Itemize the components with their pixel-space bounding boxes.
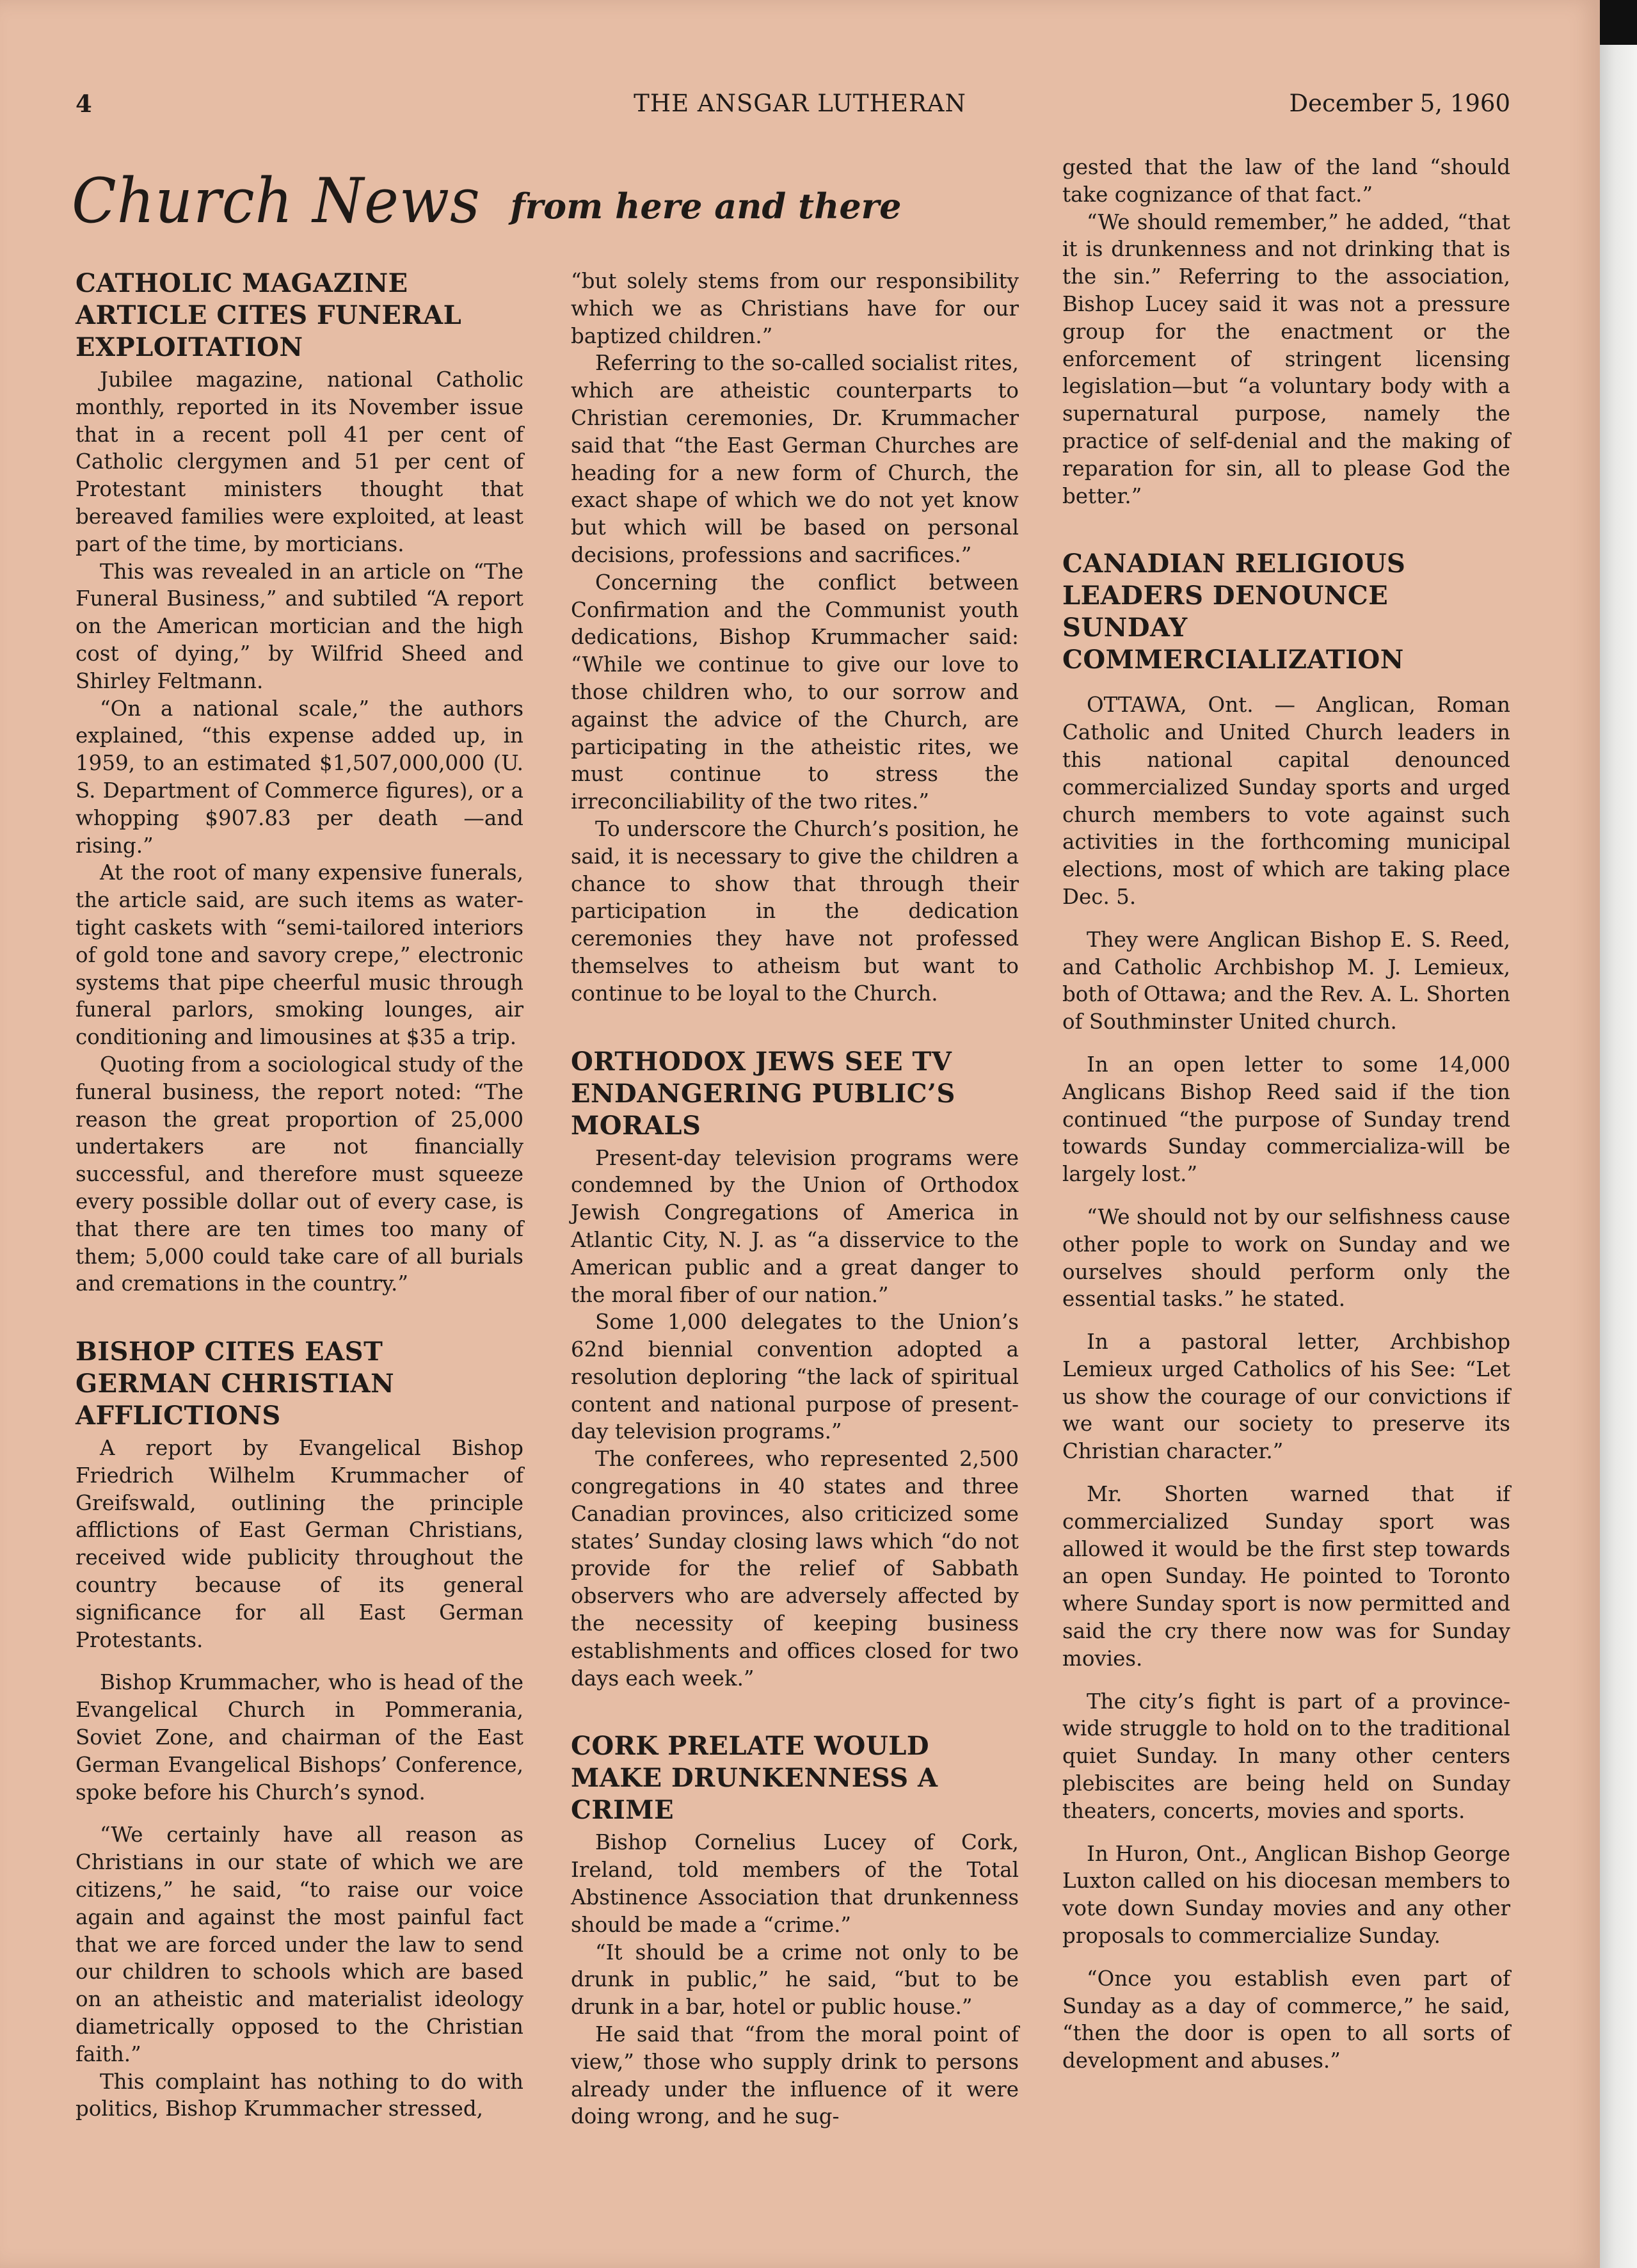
article-bishop xyxy=(76,1336,523,2123)
article-paragraph: To underscore the Church’s position, he said, it is necessary to give the children a chance to show that through their participation in the dedication ceremonies they have not professed themselves to atheism but want to continue to be loyal to the Church. xyxy=(571,816,1019,1006)
article-paragraph: “but solely stems from our responsibility which we as Christians have for our baptized children.” xyxy=(571,269,1019,348)
headline-orthodox: ORTHODOX JEWS SEE TV ENDANGERING PUBLIC’S MORALS xyxy=(571,1046,955,1141)
headline-catholic: CATHOLIC MAGAZINE ARTICLE CITES FUNERAL EXPLOITATION xyxy=(76,268,462,362)
article-canadian xyxy=(1062,548,1510,2075)
article-paragraph: “It should be a crime not only to be drunk in public,” he said, “but to be drunk in a bar, hotel or public house.” xyxy=(571,1940,1019,2020)
column-2 xyxy=(571,268,1019,2130)
article-paragraph: gested that the law of the land “should take cognizance of that fact.” xyxy=(1062,155,1510,207)
article-paragraph: They were Anglican Bishop E. S. Reed, and Catholic Archbishop M. J. Lemieux, both of Ottawa; and the Rev. A. L. Shorten of Southminster United church. xyxy=(1062,927,1510,1034)
article-paragraph: OTTAWA, Ont. — Anglican, Roman Catholic and United Church leaders in this national capital denounced commercialized Sunday sports and urged church members to vote against such activities in the forthcoming municipal elections, most of which are taking place Dec. 5. xyxy=(1062,693,1510,909)
article-paragraph: This was revealed in an article on “The Funeral Business,” and subtiled “A report on the American mortician and the high cost of dying,” by Wilfrid Sheed and Shirley Feltmann. xyxy=(76,559,523,693)
article-paragraph: “On a national scale,” the authors explained, “this expense added up, in 1959, to an estimated $1,507,000,000 (U. S. Department of Commerce figures), or a whopping $907.83 per death —and rising.” xyxy=(76,696,523,858)
article-orthodox xyxy=(571,1046,1019,1693)
article-paragraph: At the root of many expensive funerals, the article said, are such items as water-tight caskets with “semi-tailored interiors of gold tone and savory crepe,” electronic systems that pipe cheerful music through funeral parlors, smoking lounges, air conditioning and limousines at $35 a trip. xyxy=(76,860,523,1050)
article-paragraph: In an open letter to some 14,000 Anglicans Bishop Reed said if the tion continued “the purpose of Sunday trend towards Sunday commercializa-will be largely lost.” xyxy=(1062,1052,1510,1187)
article-paragraph: Referring to the so-called socialist rites, which are atheistic counterparts to Christian ceremonies, Dr. Krummacher said that “the East German Churches are heading for a new form of Church, the exact shape of which we do not yet know but which will be based on personal decisions, professions and sacrifices.” xyxy=(571,351,1019,567)
article-paragraph: “Once you establish even part of Sunday as a day of commerce,” he said, “then the door is open to all sorts of development and abuses.” xyxy=(1062,1966,1510,2073)
article-paragraph: Quoting from a sociological study of the funeral business, the report noted: “The reason the great proportion of 25,000 undertakers are not financially successful, and therefore must squeeze every possible dollar out of every case, is that there are ten times too many of them; 5,000 could take care of all burials and cremations in the country.” xyxy=(76,1052,523,1296)
article-paragraph: Mr. Shorten warned that if commercialized Sunday sport was allowed it would be the first step towards an open Sunday. He pointed to Toronto where Sunday sport is now permitted and said the cry there now was for Sunday movies. xyxy=(1062,1482,1510,1671)
column-1 xyxy=(76,268,523,2123)
page-edge xyxy=(1600,0,1637,2268)
article-cork xyxy=(571,1730,1019,2130)
article-catholic xyxy=(76,268,523,1298)
article-bishop-continued xyxy=(571,268,1019,1008)
article-paragraph: A report by Evangelical Bishop Friedrich Wilhelm Krummacher of Greifswald, outlining the principle afflictions of East German Christians, received wide publicity throughout the country because of its general significance for all East German Protestants. xyxy=(76,1436,523,1652)
article-paragraph: “We should remember,” he added, “that it is drunkenness and not drinking that is the sin.” Referring to the association, Bishop Lucey said it was not a pressure group for the enactment or the enforcement of stringent licensing legislation—but “a voluntary body with a supernatural purpose, namely the practice of self-denial and the making of reparation for sin, all to please God the better.” xyxy=(1062,209,1510,508)
article-paragraph: Present-day television programs were condemned by the Union of Orthodox Jewish Congregations of America in Atlantic City, N. J. as “a disservice to the American public and a great danger to the moral fiber of our nation.” xyxy=(571,1145,1019,1307)
banner-sub: from here and there xyxy=(510,186,902,227)
section-banner xyxy=(72,165,1032,242)
article-paragraph: In a pastoral letter, Archbishop Lemieux urged Catholics of his See: “Let us show the courage of our convictions if we want our society to preserve its Christian character.” xyxy=(1062,1330,1510,1464)
article-paragraph: “We certainly have all reason as Christians in our state of which we are citizens,” he said, “to raise our voice again and against the most painful fact that we are forced under the law to send our children to schools which are based on an atheistic and materialist ideology diametrically opposed to the Christian faith.” xyxy=(76,1822,523,2066)
headline-cork: CORK PRELATE WOULD MAKE DRUNKENNESS A CRIME xyxy=(571,1731,938,1826)
article-paragraph: The conferees, who represented 2,500 congregations in 40 states and three Canadian provinces, also criticized some states’ Sunday closing laws which “do not provide for the relief of Sabbath observers who are adversely affected by the necessity of keeping business establishments and offices closed for two days each week.” xyxy=(571,1447,1019,1691)
article-cork-continued xyxy=(1062,154,1510,510)
headline-bishop: BISHOP CITES EAST GERMAN CHRISTIAN AFFLICTIONS xyxy=(76,1337,395,1431)
article-paragraph: Bishop Krummacher, who is head of the Evangelical Church in Pommerania, Soviet Zone, and chairman of the East German Evangelical Bishops’ Conference, spoke before his Church’s synod. xyxy=(76,1670,523,1805)
banner-main: Church News xyxy=(72,165,481,237)
article-paragraph: This complaint has nothing to do with politics, Bishop Krummacher stressed, xyxy=(76,2069,523,2121)
article-paragraph: In Huron, Ont., Anglican Bishop George Luxton called on his diocesan members to vote down Sunday movies and any other proposals to commercialize Sunday. xyxy=(1062,1841,1510,1949)
scan-corner xyxy=(1600,0,1637,45)
article-paragraph: Jubilee magazine, national Catholic monthly, reported in its November issue that in a recent poll 41 per cent of Catholic clergymen and 51 per cent of Protestant ministers thought that bereaved families were exploited, at least part of the time, by morticians. xyxy=(76,367,523,556)
article-paragraph: “We should not by our selfishness cause other pople to work on Sunday and we ourselves should perform only the essential tasks.” he stated. xyxy=(1062,1204,1510,1312)
article-paragraph: Bishop Cornelius Lucey of Cork, Ireland, told members of the Total Abstinence Association that drunkenness should be made a “crime.” xyxy=(571,1830,1019,1937)
headline-canadian: CANADIAN RELIGIOUS LEADERS DENOUNCE SUNDAY COMMERCIALIZATION xyxy=(1062,549,1406,675)
column-3 xyxy=(1062,154,1510,2075)
article-paragraph: Concerning the conflict between Confirmation and the Communist youth dedications, Bishop Krummacher said: “While we continue to give our love to those children who, to our sorrow and against the advice of the Church, are participating in the atheistic rites, we must continue to stress the irreconciliability of the two rites.” xyxy=(571,570,1019,814)
article-paragraph: Some 1,000 delegates to the Union’s 62nd biennial convention adopted a resolution deploring “the lack of spiritual content and national purpose of present-day television programs.” xyxy=(571,1310,1019,1444)
article-paragraph: The city’s fight is part of a province-wide struggle to hold on to the traditional quiet Sunday. In many other centers plebiscites are being held on Sunday theaters, concerts, movies and sports. xyxy=(1062,1689,1510,1823)
page-number: 4 xyxy=(76,90,92,118)
paper-title: THE ANSGAR LUTHERAN xyxy=(634,90,966,117)
masthead xyxy=(0,90,1600,128)
issue-date: December 5, 1960 xyxy=(1289,90,1510,117)
article-paragraph: He said that “from the moral point of view,” those who supply drink to persons already under the influence of it were doing wrong, and he sug- xyxy=(571,2022,1019,2129)
